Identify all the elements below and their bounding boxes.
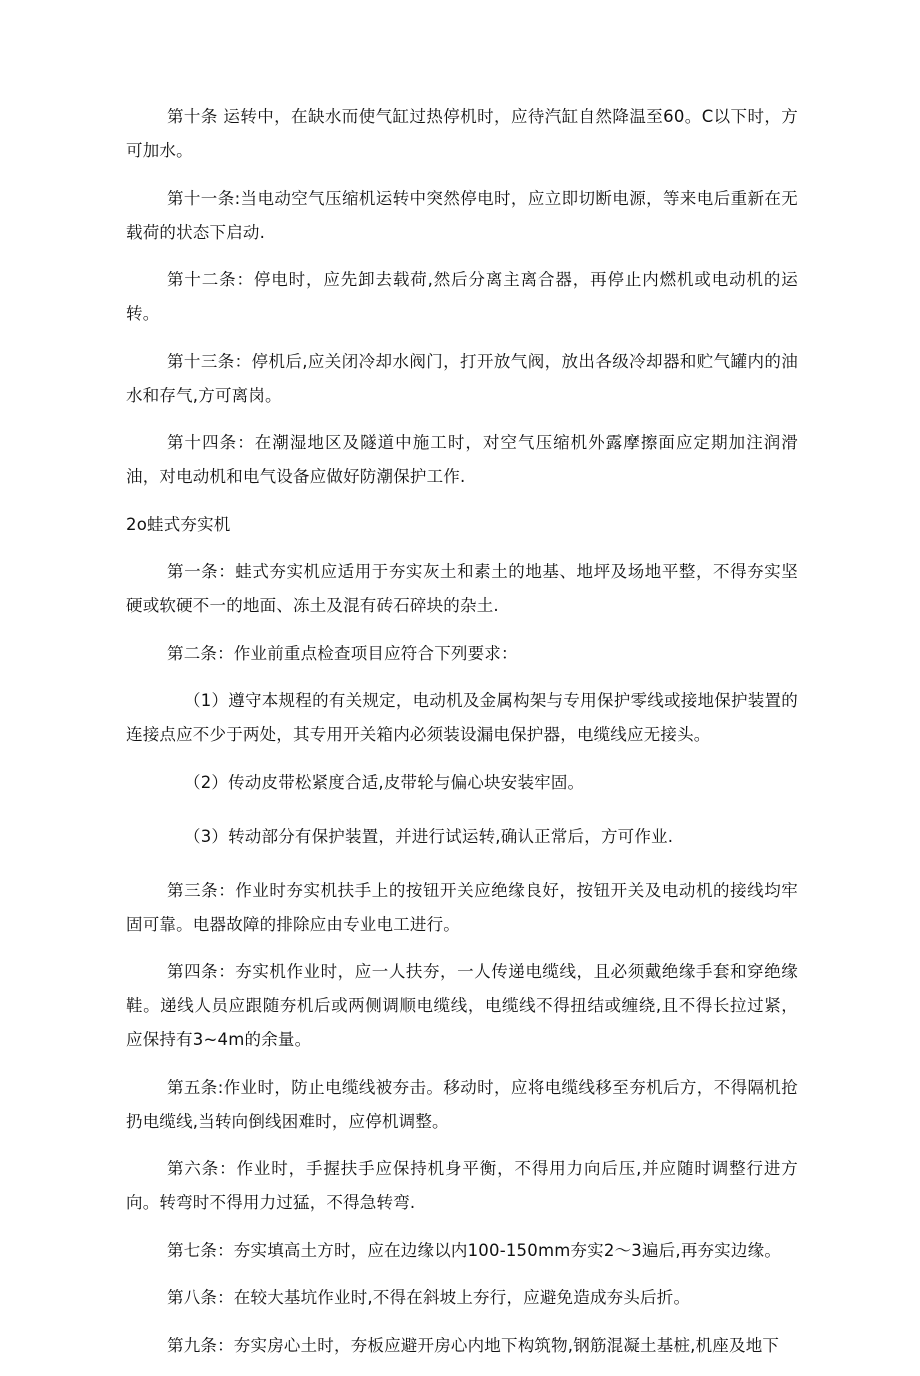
tamper-article-9-paragraph: 第九条：夯实房心土时，夯板应避开房心内地下构筑物,钢筋混凝土基桩,机座及地下 (167, 1335, 780, 1355)
article-13-paragraph: 第十三条：停机后,应关闭冷却水阀门，打开放气阀，放出各级冷却器和贮气罐内的油水和存气,方可离岗。 (126, 351, 798, 405)
tamper-article-3-paragraph: 第三条：作业时夯实机扶手上的按钮开关应绝缘良好，按钮开关及电动机的接线均牢固可靠。电器故障的排除应由专业电工进行。 (126, 880, 798, 934)
tamper-article-2-item-2: （2）传动皮带松紧度合适,皮带轮与偏心块安装牢固。 (184, 772, 585, 792)
tamper-article-2-item-3: （3）转动部分有保护装置，并进行试运转,确认正常后，方可作业. (184, 826, 674, 846)
tamper-article-7-paragraph: 第七条：夯实填高土方时，应在边缘以内100-150mm夯实2〜3遍后,再夯实边缘。 (167, 1240, 782, 1260)
tamper-article-2-item-1: （1）遵守本规程的有关规定，电动机及金属构架与专用保护零线或接地保护装置的连接点应不少于两处，其专用开关箱内必须装设漏电保护器，电缆线应无接头。 (126, 691, 798, 744)
tamper-article-6-paragraph: 第六条：作业时，手握扶手应保持机身平衡，不得用力向后压,并应随时调整行进方向。转弯时不得用力过猛，不得急转弯. (126, 1159, 798, 1212)
article-10-paragraph: 第十条 运转中，在缺水而使气缸过热停机时，应待汽缸自然降温至60。C以下时，方可加水。 (126, 107, 798, 160)
tamper-article-4-paragraph: 第四条：夯实机作业时，应一人扶夯，一人传递电缆线，且必须戴绝缘手套和穿绝缘鞋。递线人员应跟随夯机后或两侧调顺电缆线，电缆线不得扭结或缠绕,且不得长拉过紧，应保持有3~4m的余量。 (126, 962, 798, 1049)
section-heading: 2o蛙式夯实机 (126, 514, 231, 534)
tamper-article-1-paragraph: 第一条：蛙式夯实机应适用于夯实灰土和素土的地基、地坪及场地平整，不得夯实坚硬或软硬不一的地面、冻土及混有砖石碎块的杂土. (126, 562, 798, 615)
tamper-article-5-paragraph: 第五条:作业时，防止电缆线被夯击。移动时，应将电缆线移至夯机后方，不得隔机抢扔电缆线,当转向倒线困难时，应停机调整。 (126, 1077, 798, 1131)
article-14-paragraph: 第十四条：在潮湿地区及隧道中施工时，对空气压缩机外露摩擦面应定期加注润滑油，对电动机和电气设备应做好防潮保护工作. (126, 433, 798, 486)
document-body (126, 100, 798, 1376)
article-11-paragraph: 第十一条:当电动空气压缩机运转中突然停电时，应立即切断电源，等来电后重新在无载荷的状态下启动. (126, 188, 798, 242)
tamper-article-8-paragraph: 第八条：在较大基坑作业时,不得在斜坡上夯行，应避免造成夯头后折。 (167, 1288, 691, 1307)
tamper-article-2-paragraph: 第二条：作业前重点检查项目应符合下列要求： (167, 643, 518, 663)
article-12-paragraph: 第十二条：停电时，应先卸去载荷,然后分离主离合器，再停止内燃机或电动机的运转。 (126, 270, 798, 323)
